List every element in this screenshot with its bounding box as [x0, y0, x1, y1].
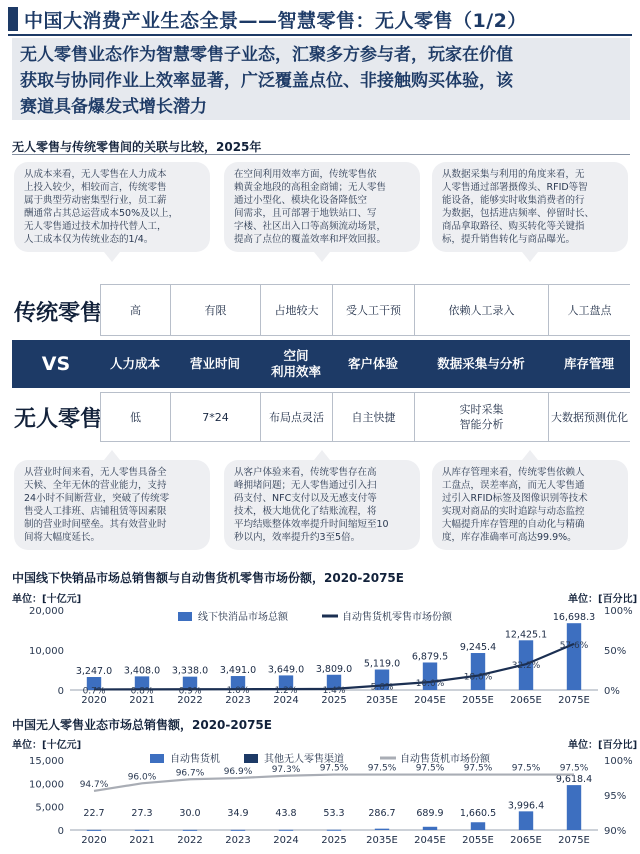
- x-tick-label: 2065E: [510, 695, 542, 706]
- legend-label: 线下快消品市场总额: [198, 612, 288, 623]
- bar-value-label: 3,491.0: [219, 665, 257, 677]
- x-tick-label: 2020: [81, 695, 107, 706]
- traditional-cell: 受人工干预: [332, 284, 414, 336]
- traditional-cell: 依赖人工录入: [414, 284, 548, 336]
- note-line: 售受人工排班、店铺租赁等因素限: [24, 506, 167, 517]
- x-tick-label: 2023: [225, 835, 251, 846]
- bar-value-label: 9,618.4: [555, 774, 593, 786]
- y-right-tick: 90%: [604, 826, 627, 837]
- bar-value-label: 5,119.0: [363, 658, 401, 670]
- traditional-cell: 占地较大: [260, 284, 332, 336]
- note-line: 从库存管理来看，传统零售依赖人: [442, 467, 585, 478]
- note-line: 通过小型化、模块化设备降低空: [234, 195, 368, 206]
- chart2-unit-left: 单位：[十亿元]: [12, 740, 82, 751]
- line-value-label: 97.3%: [271, 764, 301, 775]
- note-line: 间将大幅度延长。: [24, 532, 101, 543]
- note-line: 从数据采集与利用的角度来看，无: [442, 169, 585, 180]
- legend-swatch: [244, 754, 258, 763]
- note-line: 工盘点，误差率高，而无人零售通: [442, 480, 585, 491]
- traditional-cell: 有限: [170, 284, 260, 336]
- note-line: 大幅提升库存管理的自动化与精确: [442, 519, 585, 530]
- y-right-tick: 0%: [604, 686, 620, 697]
- note-line: 间需求，且可部署于地铁站口、写: [234, 208, 377, 219]
- bar-value-label: 12,425.1: [504, 629, 548, 641]
- chart1-unit-right: 单位：[百分比]: [568, 594, 638, 605]
- share-line: [94, 775, 574, 791]
- note-line: 能设备，能够实时收集消费者的行: [442, 195, 585, 206]
- bar-value-label: 3,649.0: [267, 664, 305, 676]
- bar-value-label: 27.3: [131, 808, 153, 819]
- line-value-label: 94.7%: [79, 779, 109, 790]
- bar-value-label: 3,247.0: [75, 666, 113, 678]
- note-line: 商品拿取路径、购买转化等关键指: [442, 221, 585, 232]
- y-left-tick: 15,000: [29, 756, 64, 767]
- bar-value-label: 3,996.4: [507, 800, 545, 812]
- bar: [519, 811, 533, 830]
- line-value-label: 96.9%: [223, 767, 253, 778]
- y-right-tick: 100%: [604, 756, 633, 767]
- note-line: 24小时不间断营业，突破了传统零: [24, 493, 170, 504]
- bar-value-label: 689.9: [416, 808, 444, 819]
- line-value-label: 18.0%: [463, 672, 493, 683]
- bar-value-label: 1,660.5: [459, 808, 497, 819]
- y-left-tick: 5,000: [35, 802, 64, 814]
- comparison-title: 无人零售与传统零售间的关联与比较，2025年: [12, 140, 262, 154]
- x-tick-label: 2055E: [462, 835, 494, 846]
- note-line: 属于典型劳动密集型行业，员工薪: [24, 195, 167, 206]
- line-value-label: 97.5%: [319, 763, 349, 774]
- line-value-label: 0.9%: [178, 686, 202, 697]
- x-tick-label: 2055E: [462, 695, 494, 706]
- bar: [567, 623, 581, 690]
- line-value-label: 97.5%: [415, 763, 445, 774]
- unmanned-cell: 低: [100, 392, 170, 442]
- note-line: 字楼、社区出入口等高频流动场景，: [234, 221, 387, 232]
- comparison-header: 客户体验: [347, 356, 398, 371]
- vs-header-bar: [12, 340, 630, 388]
- note-bubble: [224, 162, 420, 252]
- note-bubble: [432, 162, 628, 252]
- note-line: 无人零售通过技术加持代替人工，: [24, 221, 167, 232]
- x-tick-label: 2045E: [414, 695, 446, 706]
- unmanned-label: 无人零售: [14, 407, 103, 432]
- y-right-tick: 50%: [604, 646, 627, 657]
- note-line: 秒以内，效率提升约3至5倍。: [234, 532, 361, 543]
- comparison-header: 空间 利用效率: [270, 348, 321, 379]
- legend-label: 其他无人零售渠道: [264, 754, 344, 765]
- x-tick-label: 2075E: [558, 695, 590, 706]
- y-left-tick: 0: [57, 686, 64, 697]
- x-tick-label: 2022: [177, 695, 203, 706]
- comparison-header: 数据采集与分析: [437, 356, 525, 371]
- x-tick-label: 2021: [129, 835, 155, 846]
- y-left-tick: 0: [57, 826, 64, 837]
- note-line: 人工成本仅为传统业态的1/4。: [24, 234, 154, 245]
- y-right-tick: 100%: [604, 606, 633, 617]
- comparison-header: 人力成本: [109, 356, 160, 371]
- summary-line: 无人零售业态作为智慧零售子业态，汇聚多方参与者，玩家在价值: [20, 45, 513, 65]
- note-line: 制的营业时间壁垒。其有效营业时: [24, 519, 167, 530]
- line-value-label: 5.6%: [370, 682, 394, 693]
- x-tick-label: 2065E: [510, 835, 542, 846]
- unmanned-cell: 大数据预测优化: [548, 392, 630, 442]
- x-tick-label: 2024: [273, 695, 299, 706]
- x-tick-label: 2021: [129, 695, 155, 706]
- vs-label: VS: [41, 353, 71, 375]
- bar-value-label: 34.9: [227, 808, 249, 819]
- bar-value-label: 22.7: [83, 808, 105, 819]
- x-tick-label: 2025: [321, 695, 347, 706]
- line-value-label: 32.2%: [511, 661, 541, 672]
- x-tick-label: 2024: [273, 835, 299, 846]
- traditional-row: [100, 284, 630, 336]
- bar: [87, 830, 101, 831]
- line-value-label: 10.0%: [415, 679, 445, 689]
- chart1-plot: [0, 600, 640, 712]
- summary-line: 赛道具备爆发式增长潜力: [20, 97, 207, 117]
- note-line: 峰拥堵问题；无人零售通过引入扫: [234, 480, 377, 491]
- comparison-header: 库存管理: [563, 356, 614, 371]
- legend-swatch: [150, 754, 164, 763]
- note-line: 上投入较少，相较而言，传统零售: [24, 182, 167, 193]
- note-bubble: [224, 460, 420, 550]
- bar: [327, 830, 341, 831]
- unmanned-cell: 7*24: [170, 392, 260, 442]
- note-line: 技术，极大地优化了结账流程，将: [234, 506, 377, 517]
- title-bar: [8, 4, 632, 34]
- x-tick-label: 2025: [321, 835, 347, 846]
- note-line: 赖黄金地段的高租金商铺；无人零售: [234, 182, 387, 193]
- line-value-label: 0.7%: [82, 686, 106, 697]
- x-tick-label: 2035E: [366, 835, 398, 846]
- unmanned-cell: 实时采集 智能分析: [414, 392, 548, 442]
- line-value-label: 96.7%: [175, 768, 205, 779]
- x-tick-label: 2045E: [414, 835, 446, 846]
- section-divider: [12, 154, 630, 155]
- line-value-label: 1.4%: [322, 685, 346, 696]
- x-tick-label: 2023: [225, 695, 251, 706]
- comparison-header: 营业时间: [189, 356, 240, 371]
- chart1-title: 中国线下快销品市场总销售额与自动售货机零售市场份额，2020-2075E: [12, 571, 404, 585]
- traditional-label: 传统零售: [14, 301, 103, 326]
- bar-value-label: 286.7: [368, 808, 396, 819]
- chart2-plot: [0, 748, 640, 852]
- bar: [279, 830, 293, 831]
- page-title: 中国大消费产业生态全景——智慧零售：无人零售（1/2）: [24, 9, 527, 32]
- bar-value-label: 9,245.4: [459, 642, 497, 654]
- bar: [423, 827, 437, 830]
- x-tick-label: 2022: [177, 835, 203, 846]
- legend-label: 自动售货机市场份额: [400, 754, 490, 765]
- y-left-tick: 20,000: [29, 606, 64, 617]
- chart2-unit-right: 单位：[百分比]: [568, 740, 638, 751]
- line-value-label: 97.5%: [463, 763, 493, 774]
- note-line: 过引入RFID标签及图像识别等技术: [442, 493, 588, 504]
- legend-label: 自动售货机: [170, 754, 220, 765]
- note-line: 码支付、NFC支付以及无感支付等: [234, 493, 377, 504]
- note-line: 从营业时间来看，无人零售具备全: [24, 467, 167, 478]
- legend-label: 自动售货机零售市场份额: [342, 612, 452, 623]
- note-bubble: [14, 162, 210, 252]
- bar-value-label: 3,338.0: [171, 665, 209, 677]
- bar: [375, 829, 389, 830]
- traditional-cell: 高: [100, 284, 170, 336]
- summary-line: 获取与协同作业上效率显著，广泛覆盖点位、非接触购买体验，该: [20, 71, 513, 91]
- unmanned-row: [100, 392, 630, 442]
- line-value-label: 97.5%: [559, 763, 589, 774]
- chart1-unit-left: 单位：[十亿元]: [12, 594, 82, 605]
- bar-value-label: 3,809.0: [315, 663, 353, 675]
- bar-value-label: 3,408.0: [123, 665, 161, 677]
- line-value-label: 96.0%: [127, 772, 157, 783]
- note-line: 平均结账整体效率提升时间缩短至10: [234, 519, 389, 530]
- bar-value-label: 43.8: [275, 808, 297, 819]
- summary-box: [12, 38, 630, 120]
- note-bubble: [14, 460, 210, 550]
- bar-value-label: 53.3: [323, 808, 345, 819]
- line-value-label: 0.8%: [130, 686, 154, 697]
- note-line: 酬通常占其总运营成本50%及以上，: [24, 208, 179, 219]
- note-line: 提高了点位的覆盖效率和坪效回报。: [234, 234, 387, 245]
- unmanned-cell: 布局点灵活: [260, 392, 332, 442]
- bar: [231, 830, 245, 831]
- y-right-tick: 95%: [604, 791, 627, 802]
- note-line: 为数据，包括进店频率、停留时长、: [442, 208, 595, 219]
- x-tick-label: 2035E: [366, 695, 398, 706]
- note-bubble: [432, 460, 628, 550]
- y-left-tick: 10,000: [29, 646, 64, 657]
- x-tick-label: 2075E: [558, 835, 590, 846]
- note-line: 从成本来看，无人零售在人力成本: [24, 169, 167, 180]
- x-tick-label: 2020: [81, 835, 107, 846]
- note-line: 在空间利用效率方面，传统零售依: [234, 169, 377, 180]
- bar: [135, 830, 149, 831]
- bar: [183, 830, 197, 831]
- y-left-tick: 10,000: [29, 779, 64, 791]
- bar: [567, 785, 581, 830]
- bar: [471, 822, 485, 830]
- title-accent: [8, 7, 18, 31]
- unmanned-cell: 自主快捷: [332, 392, 414, 442]
- bar: [471, 653, 485, 690]
- bar-value-label: 6,879.5: [411, 651, 449, 663]
- note-line: 实现对商品的实时追踪与动态监控: [442, 506, 585, 517]
- line-value-label: 97.5%: [511, 763, 541, 774]
- title-underline: [8, 34, 632, 36]
- note-line: 天候、全年无休的营业能力，支持: [24, 480, 167, 491]
- traditional-cell: 人工盘点: [548, 284, 630, 336]
- note-line: 度，库存准确率可高达99.9%。: [442, 532, 577, 543]
- note-line: 标，提升销售转化与商品曝光。: [442, 234, 576, 245]
- bar-value-label: 30.0: [179, 808, 201, 819]
- line-value-label: 57.6%: [559, 640, 589, 651]
- note-line: 从客户体验来看，传统零售存在高: [234, 467, 377, 478]
- line-value-label: 97.5%: [367, 763, 397, 774]
- chart2-title: 中国无人零售业态市场总销售额，2020-2075E: [12, 718, 272, 732]
- bar-value-label: 16,698.3: [552, 612, 596, 624]
- note-line: 人零售通过部署摄像头、RFID等智: [442, 182, 588, 193]
- line-value-label: 1.2%: [274, 686, 298, 697]
- legend-swatch: [178, 612, 192, 621]
- line-value-label: 1.0%: [226, 686, 250, 697]
